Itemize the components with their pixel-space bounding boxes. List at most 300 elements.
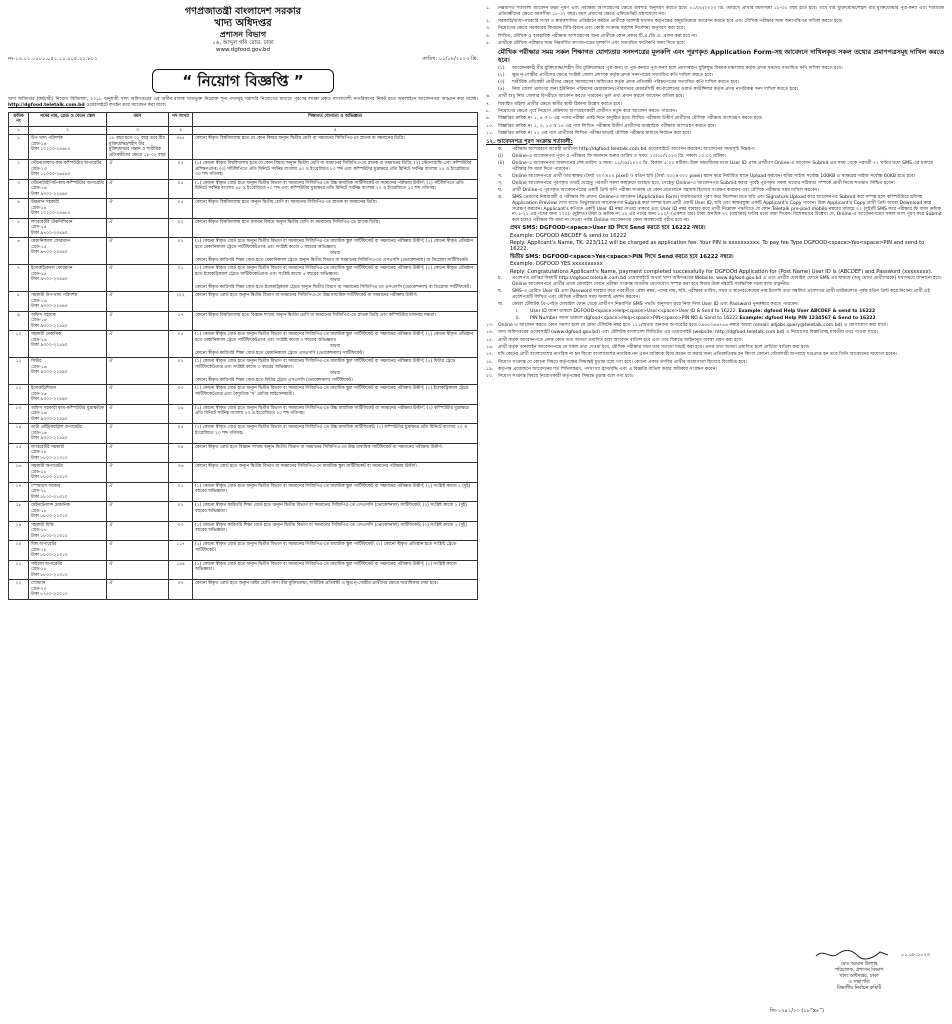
post-grade: গ্রেড-১৬ [31, 186, 47, 192]
row-age: ঐ [107, 482, 169, 502]
qualification-text: (১) কোনো স্বীকৃত বোর্ড হতে অন্যূন দ্বিতীয় বিভাগ বা সমমানের সিজিপিএ-তে উচ্চ মাধ্যমিক সার্টিফিকেট বা সমমানের পরীক্ষায় উত্তীর্ণ; (২) সাঁটলিপিতে প্রতি মিনিটে সর্বনিম্ন বাংলায় ৪৫ ও ইংরেজিতে ৭০ শব্দ এবং কম্পিউটার মুদ্রাক্ষরে প্রতি মিনিটে সর্বনিম্ন বাংলায় ২০ ও ইংরেজিতে ২০ শব্দ গতিসহ। [195, 180, 464, 192]
post-name: মেইনটেন্যান্স মেকানিক [31, 503, 70, 509]
table-row [9, 502, 478, 522]
alt-qualification: কোনো স্বীকৃত কারিগরি শিক্ষা বোর্ড হতে মেকানিক্যাল ট্রেডে অন্যূন দ্বিতীয় বিভাগ বা সমমানের সিজিপিএ-তে এসএসসি (ভোকেশনাল) বা ডিপ্লোমা সার্টিফিকেট। [195, 257, 469, 263]
item-text: SMS প্রেরণের নিয়মাবলী ও পরীক্ষার ফি প্রদান: Online-এ আবেদন (Application Form) যথাযথভাবে পূরণ করে নির্দেশনা মতে ছবি এবং Signature Upload করে আবেদনপত্র Submit করা সম্পন্ন হলে কম্পিউটারে ছবিসহ Application Preview দেখা যাবে। নির্ভুলভাবে আবেদনপত্র Submit করা সম্পন্ন হলে প্রার্থী একটি User ID, ছবি এবং স্বাক্ষরযুক্ত একটি Applicant's Copy পাবেন। উক্ত Applicant's Copy প্রার্থী প্রিন্ট অথবা Download করে সংরক্ষণ করবেন। Applicant's কপিতে একটি User ID নম্বর দেওয়া থাকবে এবং User ID নম্বর ব্যবহার করে প্রার্থী নিম্নোক্ত পদ্ধতিতে যে কোন Teletalk pre-paid mobile নম্বরের মাধ্যমে ০২ (দুই)টি SMS করে পরীক্ষার ফি বাবদ ক্রমিক নং ১-২১ এর পদের জন্য ২০০/- (দুইশত) টাকা ও ক্রমিক নং ২২ এর পদের জন্য ১১২/- (একশত বার) টাকা অনধিক ৭২ (বাহাত্তর) ঘণ্টার মধ্যে জমা দিবেন। বিশেষভাবে উল্লেখ্য যে, Online-এ আবেদনপত্রের সকল অংশ পূরণ করে Submit করা হলেও পরীক্ষার ফি জমা না দেওয়া পর্যন্ত Online আবেদনপত্র কোন অবস্থাতেই গৃহীত হবে না। [512, 195, 942, 224]
item-text: Online এ আবেদন করতে কোন সমস্যা হলে যে কোন টেলিটক নম্বর হতে ১২১/অথবা অন্যান্য অপারেটর হতে ০৯৫৫০৬৬৭৬৬ নম্বরে অথবা (email: alljobs.query@teletalk.com.bd) এ যোগাযোগ করা যাবে। [498, 323, 888, 329]
post-scale: টাকা ৯৭০০-২৩৪৯০ [31, 250, 68, 256]
qualification-text: (১) কোনো স্বীকৃত বোর্ড হতে অন্যূন দ্বিতীয় বিভাগ বা সমমানের সিজিপিএ-তে উচ্চ মাধ্যমিক সার্টিফিকেট; (২) কম্পিউটার মুদ্রাক্ষরে প্রতি মিনিটে বাংলায় ২০ ও ইংরেজিতে ২০ শব্দ গতিসহ। [195, 425, 468, 436]
row-qualification [193, 521, 478, 541]
post-scale: টাকা ১০২০০-২৪৬৮০ [31, 147, 71, 153]
quota-block [486, 66, 944, 93]
row-count: ০৫ [169, 199, 193, 219]
row-count: ৩৫৫ [169, 135, 193, 160]
qualification-text: (১) কোনো স্বীকৃত বোর্ড হতে অন্যূন দ্বিতীয় বিভাগ বা সমমানের সিজিপিএ-তে মাধ্যমিক স্কুল সার্টিফিকেট বা সমমানের পরীক্ষায় উত্তীর্ণ; (২) সংশ্লিষ্ট কাজে ২ (দুই) বছরের অভিজ্ঞতা। [195, 483, 471, 495]
item-number: ৩. [486, 26, 491, 32]
item-text: নিম্নবর্ণিত শর্তাবলী আবেদন ফরম পূরণ এবং পরীক্ষায় অংশগ্রহণের ক্ষেত্রে অবশ্যই অনুসরণ করতে হবে। ০১/০৮/২০২৩ খ্রি. তারিখে প্রার্থীর বয়সসীমা ১৮-৩২ বছর হতে হবে। তবে বীর মুক্তিযোদ্ধা/শহীদ বীর মুক্তিযোদ্ধার পুত্র-কন্যা এবং শারীরিক প্রতিবন্ধীদের ক্ষেত্রে বয়সসীমা ১৮-৩২ বছর। বয়স প্রমাণের ক্ষেত্রে এফিডেভিট গ্রহণযোগ্য নয়। [498, 6, 944, 17]
recover-text [530, 316, 944, 322]
qualification-text: (১) কোনো স্বীকৃত কারিগরি শিক্ষা বোর্ড হতে অন্যূন দ্বিতীয় বিভাগ বা সমমানের সিজিপিএ-তে এসএসসি (ভোকেশনাল) সার্টিফিকেট; (২) সংশ্লিষ্ট কাজে ২ (দুই) বছরের অভিজ্ঞতা। [195, 503, 467, 514]
table-row [9, 331, 478, 358]
table-row [9, 424, 478, 444]
intro-text [8, 97, 478, 108]
row-count: ১১৭ [169, 541, 193, 561]
application-form-note [486, 48, 944, 64]
post-scale: টাকা ৮২৫০-২০০১০ [31, 592, 68, 598]
table-row [9, 135, 478, 160]
item-number: ১৮. [486, 359, 494, 365]
item-text: কর্তৃপক্ষ প্রয়োজনে আবেদনের শর্ত শিথিলকরণ, পদসংখ্যা হ্রাস/বৃদ্ধি এবং এ বিজ্ঞপ্তি বাতিল করার অধিকার সংরক্ষণ করেন। [498, 366, 717, 372]
qualification-text: কোনো স্বীকৃত বিশ্ববিদ্যালয় হতে অন্যূন দ্বিতীয় শ্রেণি বা সমমানের সিজিপিএ-তে স্নাতক বা সমমানের ডিগ্রি। [195, 200, 378, 206]
row-post [29, 238, 107, 265]
row-serial: ১০ [9, 331, 29, 358]
alt-word: অথবা [329, 344, 341, 350]
post-scale: টাকা ৮৮০০-২১৩১০ [31, 494, 68, 500]
row-serial: ২২ [9, 580, 29, 600]
post-name: মেকানিক্যাল ফোরম্যান [31, 239, 71, 245]
qualification-text: কোনো স্বীকৃত বোর্ড হতে অন্যূন দ্বিতীয় বিভাগ বা সমমানের সিজিপিএ-তে মাধ্যমিক স্কুল সার্টিফিকেট বা সমমানের পরীক্ষায় উত্তীর্ণ। [195, 464, 417, 470]
post-name: ইলেকট্রিশিয়ান [31, 386, 57, 392]
sms-line: দ্বিতীয় SMS: DGFOOD<space>Yes<space>PIN লিখে Send করতে হবে 16222 নম্বরে। [510, 253, 734, 260]
admit-item [498, 289, 944, 300]
post-name: উপ-খাদ্য পরিদর্শক [31, 136, 63, 142]
item-text: খাদ্য অধিদপ্তরের ওয়েবসাইট (www.dgfood.gov.bd) এবং টেলিটক বাংলাদেশ লিমিটেড এর ওয়েবসাইট (website: http://dgfood.teletalk.com.bd) এ নিয়োগের বিজ্ঞপ্তিসহ যাবতীয় তথ্য পাওয়া যাবে। [498, 330, 878, 336]
table-row [9, 199, 478, 219]
apply-item [498, 195, 944, 224]
row-count: ০৩ [169, 385, 193, 405]
item-text: লিখিত, মৌখিক ও ব্যবহারিক পরীক্ষায় অংশগ্রহণের জন্য প্রার্থীকে কোন প্রকার টি.এ./ডি.এ. প্রদান করা হবে না। [498, 33, 698, 39]
page-title: “ নিয়োগ বিজ্ঞপ্তি ” [152, 69, 334, 94]
colnum: ৫ [193, 126, 478, 135]
signatory-role: ও সভাপতি [848, 980, 870, 986]
item-number: ছ. [498, 288, 503, 294]
post-name: অফিস সহকারী কাম-কম্পিউটার মুদ্রাক্ষরিক [31, 405, 104, 411]
row-serial: ২ [9, 160, 29, 180]
col-count: পদ সংখ্যা [169, 112, 193, 126]
item-text: প্রার্থী Online-এ পূরণকৃত আবেদনপত্রের একটি প্রিন্ট কপি পরীক্ষা সংক্রান্ত যে কোন প্রয়োজনে সহায়ক হিসেবে সংরক্ষণ করবেন এবং মৌখিক পরীক্ষার সময় দাখিল করবেন। [512, 187, 819, 193]
table-row [9, 160, 478, 180]
post-grade: গ্রেড-১৬ [31, 337, 47, 343]
row-age: ঐ [107, 443, 169, 463]
website: www.dgfood.gov.bd [215, 47, 271, 54]
row-serial: ১৫ [9, 443, 29, 463]
colnum: ৩ [107, 126, 169, 135]
row-serial: ২১ [9, 560, 29, 580]
post-scale: টাকা ৯৩০০-২২৪৯০ [31, 304, 68, 310]
row-age: ঐ [107, 521, 169, 541]
post-name: স্টেনোগ্রাফার-কাম-কম্পিউটার অপারেটর [31, 161, 102, 167]
general-item [486, 360, 944, 366]
item-text: সরকারি/আধা-সরকারি সংস্থা ও স্বায়ত্তশাসিত প্রতিষ্ঠানে কর্মরত প্রার্থীকে অবশ্যই যথাযথ কর্তৃপক্ষের অনুমতিক্রমে আবেদন করতে হবে এবং মৌখিক পরীক্ষার সময় অনাপত্তিপত্র দাখিল করতে হবে। [498, 19, 843, 25]
row-count: ১৪৪ [169, 560, 193, 580]
table-row [9, 292, 478, 312]
alt-word: অথবা [329, 251, 341, 257]
item-text: নিয়োগ সংক্রান্ত বিষয়ে নিয়োগকারী কর্তৃপক্ষের সিদ্ধান্ত চূড়ান্ত বলে গণ্য হবে। [498, 374, 634, 380]
table-row [9, 238, 478, 265]
row-qualification [193, 292, 478, 312]
apply-item [498, 188, 944, 194]
post-name: সহকারী মেকানিক [31, 332, 62, 338]
row-age: ঐ [107, 463, 169, 483]
post-name: ফিটার [31, 359, 42, 365]
row-qualification [193, 179, 478, 199]
col-post: পদের নাম, গ্রেড ও বেতন স্কেল [29, 112, 107, 126]
table-row [9, 311, 478, 331]
apply-item [498, 181, 944, 187]
row-age: ঐ [107, 541, 169, 561]
quota-item [498, 87, 944, 93]
post-scale: টাকা ৯৩০০-২২৪৯০ [31, 397, 68, 403]
post-grade: গ্রেড-১৬ [31, 298, 47, 304]
item-number: খ. [498, 173, 503, 179]
item-text: ক্ষুদ্র নৃ-গোষ্ঠীর প্রার্থীদের ক্ষেত্রে সংশ্লিষ্ট জেলা প্রশাসক কর্তৃক প্রদত্ত সনদপত্রের সত্যায়িত কপি দাখিল করতে হবে। [512, 73, 714, 79]
row-qualification [193, 311, 478, 331]
recover-example: Example: dgfood Help PIN 1234567 & Send to 16222 [739, 315, 876, 321]
item-text: Online আবেদনপত্রে পূরণকৃত তথ্যই যেহেতু পরবর্তী সকল কার্যক্রমে ব্যবহৃত হবে, সেহেতু Online-এ আবেদনপত্র Submit করার পূর্বেই পূরণকৃত সকল তথ্যের সঠিকতা সম্পর্কে প্রার্থী নিজে শতভাগ নিশ্চিত হবেন। [512, 180, 896, 186]
post-name: ইলেকট্রিক্যাল ফোরম্যান [31, 266, 73, 272]
row-qualification [193, 358, 478, 385]
post-scale: টাকা ৯৩০০-২২৪৯০ [31, 416, 68, 422]
sms-line: Example: DGFOOD YES xxxxxxxxxx [510, 261, 603, 268]
row-serial: ৩ [9, 179, 29, 199]
exam-item [486, 94, 944, 100]
row-serial: ১৩ [9, 404, 29, 424]
row-serial: ১ [9, 135, 29, 160]
signature-mark [784, 946, 934, 962]
item-number: ৬. [486, 94, 491, 100]
item-number: ৮. [486, 109, 491, 115]
post-name: সহকারী অপারেটর [31, 464, 63, 470]
post-scale: টাকা ৮৮০০-২১৩১০ [31, 455, 68, 461]
row-serial: ১৯ [9, 521, 29, 541]
item-text: SMS-এ প্রেরিত User ID এবং Password ব্যবহার করে পরবর্তীতে রোল নম্বর, পদের নাম, ছবি, পরীক্ষার তারিখ, সময় ও স্থানের/কেন্দ্রের নাম ইত্যাদি তথ্য সম্বলিত প্রবেশপত্র প্রার্থী ডাউনলোড পূর্বক রঙিন প্রিন্ট করে নিবেন। প্রার্থী এই প্রবেশপত্রটি লিখিত এবং মৌখিক পরীক্ষার সময় অবশ্যই প্রদর্শন করবেন। [512, 288, 931, 300]
post-scale: টাকা ১০২০০-২৪৬৮০ [31, 211, 71, 217]
apply-item [498, 174, 944, 180]
general-item [486, 345, 944, 351]
post-grade: গ্রেড-১৬ [31, 391, 47, 397]
item-number: (ii) [498, 160, 505, 166]
general-item [486, 330, 944, 336]
table-row [9, 463, 478, 483]
row-qualification [193, 560, 478, 580]
item-text: বিজ্ঞপ্তির ক্রমিক নং ২২ এর পদে প্রার্থীদের লিখিত পরীক্ষা ছাড়াই মৌখিক পরীক্ষার মাধ্যমে নির্বাচন করা হবে। [498, 131, 691, 137]
row-post [29, 443, 107, 463]
item-number: গ. [498, 180, 503, 186]
row-age: ঐ [107, 265, 169, 292]
post-grade: গ্রেড-১৮ [31, 567, 47, 573]
signatory-name: মোঃ আমান উল্যাহ [840, 962, 878, 968]
post-grade: গ্রেড-১৬ [31, 364, 47, 370]
post-grade: গ্রেড-১৬ [31, 430, 47, 436]
qualification-text: কোনো স্বীকৃত বোর্ড হতে বিজ্ঞান শাখায় অন্যূন দ্বিতীয় বিভাগ বা সমমানের সিজিপিএ-তে উচ্চ মাধ্যমিক সার্টিফিকেট বা সমমানের পরীক্ষায় উত্তীর্ণ। [195, 444, 443, 450]
condition-item [486, 19, 944, 25]
post-scale: টাকা ৯৩০০-২২৪৯০ [31, 370, 68, 376]
recover-item [516, 309, 944, 315]
row-serial: ১৮ [9, 502, 29, 522]
qualification-text: (১) কোনো স্বীকৃত বোর্ড হতে অন্যূন দ্বিতীয় বিভাগ বা সমমানের সিজিপিএ-তে মাধ্যমিক স্কুল সার্টিফিকেট বা সমমানের পরীক্ষায় উত্তীর্ণ; (২) ইলেকট্রিক্যাল ট্রেডে সার্টিফিকেটপ্রাপ্ত এবং বৈদ্যুতিক ‘খ’ শ্রেণির লাইসেন্সধারী। [195, 386, 469, 397]
post-grade: গ্রেড-১৫ [31, 271, 47, 277]
post-grade: গ্রেড-২০ [31, 586, 47, 592]
row-post [29, 199, 107, 219]
quota-item [498, 73, 944, 79]
item-number: ii. [516, 315, 521, 321]
item-number: ২০. [486, 374, 494, 380]
row-post [29, 560, 107, 580]
qualification-text: (১) কোনো স্বীকৃত বোর্ড হতে অন্যূন দ্বিতীয় বিভাগ বা সমমানের সিজিপিএ-তে মাধ্যমিক স্কুল সার্টিফিকেট বা সমমানের পরীক্ষায় উত্তীর্ণ; (২) কোনো স্বীকৃত প্রতিষ্ঠান হতে মেকানিক্যাল ট্রেডে সার্টিফিকেটপ্রাপ্ত এবং সংশ্লিষ্ট কাজে ৩ বছরের অভিজ্ঞতা। [195, 332, 474, 343]
address: ১৬, আব্দুল গনি রোড, ঢাকা [212, 40, 274, 47]
signature-icon [814, 946, 904, 962]
item-text: Online আবেদনপত্রে প্রার্থী তার স্বাক্ষর (দৈর্ঘ্য ৩০০×৮০ pixel) ও রঙিন ছবি (দৈর্ঘ্য ৩০০×৩০০ pixel) স্ক্যান করে নির্ধারিত স্থানে Upload করবেন। ছবির সাইজ সর্বোচ্চ 100KB ও স্বাক্ষরের সাইজ সর্বোচ্চ 60KB হতে হবে। [512, 173, 916, 179]
row-post [29, 311, 107, 331]
post-grade: গ্রেড-১৮ [31, 508, 47, 514]
qualification-text: কোনো স্বীকৃত বিশ্ববিদ্যালয় হতে যে কোন বিষয়ে অন্যূন দ্বিতীয় শ্রেণি বা সমমানের সিজিপিএ-তে স্নাতক বা সমমানের ডিগ্রি। [195, 136, 405, 142]
post-grade: গ্রেড-১৮ [31, 450, 47, 456]
general-item [486, 352, 944, 358]
item-number: (৪) [498, 87, 505, 93]
govt-name: গণপ্রজাতন্ত্রী বাংলাদেশ সরকার [185, 6, 301, 17]
item-text: প্রার্থী কর্তৃক অনলাইন আবেদনপত্রে যে সকল তথ্য দেওয়া হবে, মৌখিক পরীক্ষার সময় তার সত্যতা যাচাই করা হবে। প্রদত্ত তথ্য অসত্য প্রমাণিত হলে প্রার্থিতা বাতিল করা হবে। [498, 345, 810, 350]
row-count: ০২ [169, 358, 193, 385]
item-number: চ. [498, 275, 502, 281]
sms-line: প্রথম SMS: DGFOOD<space>User ID লিখে Send করতে হবে 16222 নম্বরে। [510, 225, 706, 232]
row-age: ঐ [107, 385, 169, 405]
row-age: ঐ [107, 502, 169, 522]
sms-block [486, 225, 944, 275]
post-name: সাইলো অপারেটর [31, 561, 63, 567]
row-post [29, 404, 107, 424]
footer-number: জি-১৭৪১/২৩ (১৮”x৪”) [769, 1007, 824, 1014]
row-post [29, 521, 107, 541]
item-number: (৩) [498, 80, 505, 86]
post-name: ল্যাবরেটরি টেকনিশিয়ান [31, 219, 73, 225]
row-count: ১৬ [169, 404, 193, 424]
row-age: ১৮ বছর হতে ৩২ বছর তবে বীর মুক্তিযোদ্ধা/শহীদ বীর মুক্তিযোদ্ধার সন্তান ও শারীরিক প্রতিবন্ধীদের ক্ষেত্রে ১৮-৩২ বছর [107, 135, 169, 160]
row-qualification [193, 404, 478, 424]
row-serial: ১৬ [9, 463, 29, 483]
table-body [9, 135, 478, 600]
exam-block [486, 94, 944, 136]
post-scale: টাকা ৯৭০০-২৩৪৯০ [31, 277, 68, 283]
post-grade: গ্রেড-১৮ [31, 528, 47, 534]
left-column [8, 6, 478, 1018]
post-name: সহকারী উপ-খাদ্য পরিদর্শক [31, 293, 78, 299]
post-grade: গ্রেড-১৪ [31, 141, 47, 147]
post-grade: গ্রেড-১৮ [31, 469, 47, 475]
admit-item [498, 302, 944, 308]
apply-item [498, 161, 944, 172]
row-age: ঐ [107, 424, 169, 444]
item-text: প্রার্থী কর্তৃক আবেদনপত্রে প্রদত্ত কোন তথ্য অসত্য প্রমাণিত হলে আবেদন বাতিল হবে এবং তার বিরুদ্ধে আইনানুগ ব্যবস্থা গ্রহণ করা হবে। [498, 337, 743, 343]
post-scale: টাকা ৮৮০০-২১৩১০ [31, 572, 68, 578]
row-count: ১৭ [169, 311, 193, 331]
condition-item [486, 34, 944, 40]
table-row [9, 443, 478, 463]
row-count: ০৫ [169, 424, 193, 444]
condition-item [486, 26, 944, 32]
qualification-text: (১) কোনো স্বীকৃত বোর্ড হতে অন্যূন দ্বিতীয় বিভাগ বা সমমানের সিজিপিএ-তে মাধ্যমিক স্কুল সার্টিফিকেট বা সমমানের পরীক্ষায় উত্তীর্ণ; (২) কোনো স্বীকৃত প্রতিষ্ঠান হতে মেকানিক্যাল ট্রেডে সার্টিফিকেটপ্রাপ্ত এবং সংশ্লিষ্ট কাজে ৫ বছরের অভিজ্ঞতা। [195, 239, 474, 250]
post-name: মিল অপারেটর [31, 542, 57, 548]
item-number: (i) [498, 153, 503, 159]
row-count: ০২ [169, 502, 193, 522]
table-row [9, 358, 478, 385]
sms-line: Example: DGFOOD ABCDEF & send to 16222 [510, 232, 627, 239]
item-text: কেবল টেলিটক প্রি-পেইড মোবাইল ফোন থেকে প্রার্থীগণ নিম্নবর্ণিত SMS পদ্ধতি অনুসরণ করে নিজ নিজ User ID এবং Password পুনরুদ্ধার করতে পারবেন। [512, 301, 799, 307]
table-header-row [9, 112, 478, 126]
row-qualification [193, 385, 478, 405]
division-name: প্রশাসন বিভাগ [219, 30, 267, 40]
item-text: শারীরিক প্রতিবন্ধী প্রার্থীদের ক্ষেত্রে সমাজসেবা অধিদপ্তর কর্তৃক প্রদত্ত প্রতিবন্ধী পরিচয়পত্রের সত্যায়িত কপি দাখিল করতে হবে। [512, 80, 740, 86]
qualification-text: (১) কোনো স্বীকৃত বোর্ড হতে অন্যূন দ্বিতীয় বিভাগ বা সমমানের সিজিপিএ-তে মাধ্যমিক স্কুল সার্টিফিকেট বা সমমানের পরীক্ষায় উত্তীর্ণ; (২) ফিটার ট্রেডে সার্টিফিকেটপ্রাপ্ত এবং সংশ্লিষ্ট কাজে ৩ বছরের অভিজ্ঞতা। [195, 359, 456, 370]
condition-item [486, 41, 944, 47]
apply-section-title: ১২. আবেদনপত্র পূরণ সংক্রান্ত শর্তাবলী: [486, 138, 573, 145]
recover-command: PIN Number জানা থাকলে dgfood<space>Help<space>PIN<space>PIN NO & Send to 16222 [530, 315, 738, 321]
reference-line [8, 56, 478, 63]
post-grade: গ্রেড-১৬ [31, 318, 47, 324]
signatory-office: খাদ্য অধিদপ্তর, ঢাকা [839, 974, 879, 980]
item-number: ৫. [486, 41, 491, 47]
row-post [29, 424, 107, 444]
general-item [486, 338, 944, 344]
row-serial: ৮ [9, 292, 29, 312]
col-age: বয়স [107, 112, 169, 126]
post-scale: টাকা ৮৮০০-২১৩১০ [31, 514, 68, 520]
row-age: ঐ [107, 199, 169, 219]
row-serial: ৪ [9, 199, 29, 219]
quota-item [498, 80, 944, 86]
item-number: ১৩. [486, 323, 494, 329]
row-age: ঐ [107, 238, 169, 265]
exam-item [486, 116, 944, 122]
qualification-text: (১) কোনো স্বীকৃত কারিগরি শিক্ষা বোর্ড হতে অন্যূন দ্বিতীয় বিভাগ বা সমমানের সিজিপিএ-তে এসএসসি (ভোকেশনাল) সার্টিফিকেট; (২) সংশ্লিষ্ট কাজে ২ (দুই) বছরের অভিজ্ঞতা। [195, 522, 467, 534]
post-scale: টাকা ১১০০০-২৬৫৯০ [31, 172, 71, 178]
item-text: নিয়োগ সংক্রান্ত যে কোনো বিষয়ে কর্তৃপক্ষের সিদ্ধান্তই চূড়ান্ত বলে গণ্য হবে। কোনো প্রকার তদবির প্রার্থীর অযোগ্যতা হিসেবে বিবেচিত হবে। [498, 359, 748, 365]
row-count: ০১ [169, 265, 193, 292]
table-row [9, 385, 478, 405]
sms-line: Reply: Applicant's Name, TK. 223/112 will be charged as application fee. Your PIN is xxxxxxxxxx. To pay fee Type DGFOOD<space>Yes<space>PIN and send to 16222. [510, 239, 925, 253]
recover-item [516, 316, 944, 322]
table-number-row [9, 126, 478, 135]
post-grade: গ্রেড-১৩ [31, 166, 47, 172]
colnum: ১ [9, 126, 29, 135]
row-qualification [193, 463, 478, 483]
item-number: ঘ. [498, 187, 503, 193]
recover-command: User ID জানা থাকলে DGFOOD<space>Help<space>User<space>User ID & Send to 16222. [530, 308, 737, 314]
row-count: ০২ [169, 238, 193, 265]
item-text: আবেদনকারী বীর মুক্তিযোদ্ধা/শহীদ বীর মুক্তিযোদ্ধার পুত্র-কন্যা বা পুত্র-কন্যার পুত্র-কন্যা হলে প্রমাণস্বরূপ মুক্তিযুদ্ধ বিষয়ক মন্ত্রণালয় কর্তৃক প্রদত্ত সনদের সত্যায়িত কপি দাখিল করতে হবে। [512, 65, 843, 71]
row-serial: ১১ [9, 358, 29, 385]
row-qualification [193, 443, 478, 463]
signature-block [784, 946, 934, 992]
item-number: ৯. [486, 116, 491, 122]
item-text: পরীক্ষায় অংশগ্রহণে আগ্রহী প্রার্থীগণ http://dgfood.teletalk.com.bd ওয়েবসাইটে আবেদন করবেন। আবেদনের সময়সূচি নিম্নরূপ: [512, 146, 756, 152]
row-qualification [193, 135, 478, 160]
general-item [486, 367, 944, 373]
item-text: প্রার্থীকে মৌখিক পরীক্ষার সময় নিম্নবর্ণিত কাগজপত্রের মূলকপি এবং সত্যায়িত ফটোকপি জমা দিতে হবে: [498, 41, 686, 47]
application-form-text: মৌখিক পরীক্ষার সময় সকল শিক্ষাগত যোগ্যতার সনদপত্রের মূলকপি এবং পূরণকৃত Application Form-সহ আবেদনে দাখিলকৃত সকল তথ্যের প্রমাণপত্রসমূহ দাখিল করতে হবে। [498, 48, 944, 65]
post-scale: টাকা ৮৮০০-২১৩১০ [31, 475, 68, 481]
alt-qualification: কোনো স্বীকৃত কারিগরি শিক্ষা বোর্ড হতে ইলেকট্রিক্যাল ট্রেডে অন্যূন দ্বিতীয় বিভাগ বা সমমানের সিজিপিএ-তে এসএসসি (ভোকেশনাল) বা ডিপ্লোমা সার্টিফিকেট। [195, 284, 471, 290]
exam-item [486, 124, 944, 130]
table-row [9, 521, 478, 541]
post-scale: টাকা ৯৩০০-২২৪৯০ [31, 191, 68, 197]
alt-qualification: কোনো স্বীকৃত কারিগরি শিক্ষা বোর্ড হতে ফিটার ট্রেডে এসএসসি (ভোকেশনাল) সার্টিফিকেট। [195, 377, 353, 383]
post-name: স্পেয়ারস সরকার [31, 483, 61, 489]
row-qualification [193, 331, 478, 358]
row-serial: ৭ [9, 265, 29, 292]
qualification-text: (১) কোনো স্বীকৃত বোর্ড হতে অন্যূন দ্বিতীয় বিভাগ বা সমমানের সিজিপিএ-তে উচ্চ মাধ্যমিক সার্টিফিকেট বা সমমানের পরীক্ষায় উত্তীর্ণ; (২) কম্পিউটার মুদ্রাক্ষরে প্রতি মিনিটে সর্বনিম্ন বাংলায় ২০ ও ইংরেজিতে ২০ শব্দ গতিসহ। [195, 405, 469, 417]
general-item [486, 323, 944, 329]
row-count: ০৭ [169, 580, 193, 600]
col-qualification: শিক্ষাগত যোগ্যতা ও অভিজ্ঞতা [193, 112, 478, 126]
table-row [9, 580, 478, 600]
apply-block [486, 147, 944, 224]
row-age: ঐ [107, 292, 169, 312]
post-grade: গ্রেড-১৪ [31, 205, 47, 211]
item-number: ১১. [486, 131, 494, 137]
row-qualification [193, 218, 478, 238]
intro-tail: ওয়েবসাইটে লগইন করে আবেদন করা যাবে। [86, 103, 167, 109]
row-post [29, 179, 107, 199]
table-row [9, 218, 478, 238]
item-number: ঙ. [498, 195, 503, 201]
issue-date: তারিখ: ০১/০৮/২০২৩ খ্রি. [422, 56, 478, 63]
row-post [29, 218, 107, 238]
row-post [29, 265, 107, 292]
row-serial: ১৪ [9, 424, 29, 444]
row-qualification [193, 265, 478, 292]
alt-qualification: কোনো স্বীকৃত কারিগরি শিক্ষা বোর্ড হতে মেকানিক্যাল ট্রেডে এসএসসি (ভোকেশনাল) সার্টিফিকেট। [195, 350, 364, 356]
table-row [9, 541, 478, 561]
row-post [29, 358, 107, 385]
row-post [29, 502, 107, 522]
item-number: ১৫. [486, 337, 494, 343]
item-number: ১০. [486, 123, 494, 129]
item-text: বিজ্ঞপ্তির ক্রমিক নং ১, ৪ ও ৮ এর পদের পরীক্ষা একই দিনে অনুষ্ঠিত হবে। লিখিত পরীক্ষায় উত্তীর্ণ প্রার্থীদের মৌখিক পরীক্ষায় অংশগ্রহণ করতে হবে। [498, 116, 763, 122]
row-serial: ৬ [9, 238, 29, 265]
row-count: ০২ [169, 160, 193, 180]
condition-item [486, 6, 944, 17]
exam-item [486, 109, 944, 115]
row-post [29, 580, 107, 600]
item-text: প্রার্থী শুধু নিজ জেলার বিপরীতে আবেদন করতে পারবেন। ভুল তথ্য প্রদান করলে আবেদন বাতিল হবে। [498, 94, 685, 100]
item-number: ৭. [486, 101, 491, 107]
table-row [9, 482, 478, 502]
row-age: ঐ [107, 580, 169, 600]
row-post [29, 331, 107, 358]
item-number: ১৯. [486, 366, 494, 372]
alt-word: অথবা [329, 371, 341, 377]
posts-table [8, 112, 478, 600]
general-item [486, 374, 944, 380]
post-grade: গ্রেড-১৬ [31, 411, 47, 417]
general-block [486, 323, 944, 380]
table-row [9, 404, 478, 424]
alt-word: অথবা [329, 278, 341, 284]
row-age: ঐ [107, 560, 169, 580]
intro-link[interactable]: http://dgfood.teletalk.com.bd [8, 103, 85, 109]
post-scale: টাকা ৯৩০০-২২৪৯০ [31, 323, 68, 329]
post-scale: টাকা ৯৩০০-২২৪৯০ [31, 343, 68, 349]
post-scale: টাকা ৯৭০০-২৩৪৯০ [31, 230, 68, 236]
row-serial: ১৭ [9, 482, 29, 502]
recover-example: Example: dgfood Help User ABCDEF & send to 16222 [738, 308, 876, 314]
signatory-committee: বিভাগীয় নির্বাচন কমিটি [836, 986, 882, 992]
department-name: খাদ্য অধিদপ্তর [214, 17, 272, 29]
item-text: প্রবেশপত্র প্রাপ্তির বিষয়টি http://dgfood.teletalk.com.bd ওয়েবসাইটে অথবা খাদ্য অধিদপ্তরের Website: www.dgfood.gov.bd এ এবং প্রার্থীর মোবাইল ফোনে SMS এর মাধ্যমে (শুধু যোগ্য প্রার্থীদেরকে) যথাসময়ে জানানো হবে। Online আবেদনপত্রে প্রার্থীর প্রদত্ত মোবাইল ফোনে পরীক্ষা সংক্রান্ত যাবতীয় যোগাযোগ সম্পন্ন করা হবে বিধায় উক্ত নম্বরটি সার্বক্ষণিক সচল রাখা বাঞ্ছনীয়। [512, 275, 942, 287]
item-number: ১৪. [486, 330, 494, 336]
qualification-text: কোনো স্বীকৃত বিশ্ববিদ্যালয় হতে রসায়ন বিষয়ে অন্যূন দ্বিতীয় শ্রেণি বা সমমানের সিজিপিএ-তে স্নাতক ডিগ্রি। [195, 219, 380, 225]
row-serial: ৫ [9, 218, 29, 238]
row-age: ঐ [107, 218, 169, 238]
